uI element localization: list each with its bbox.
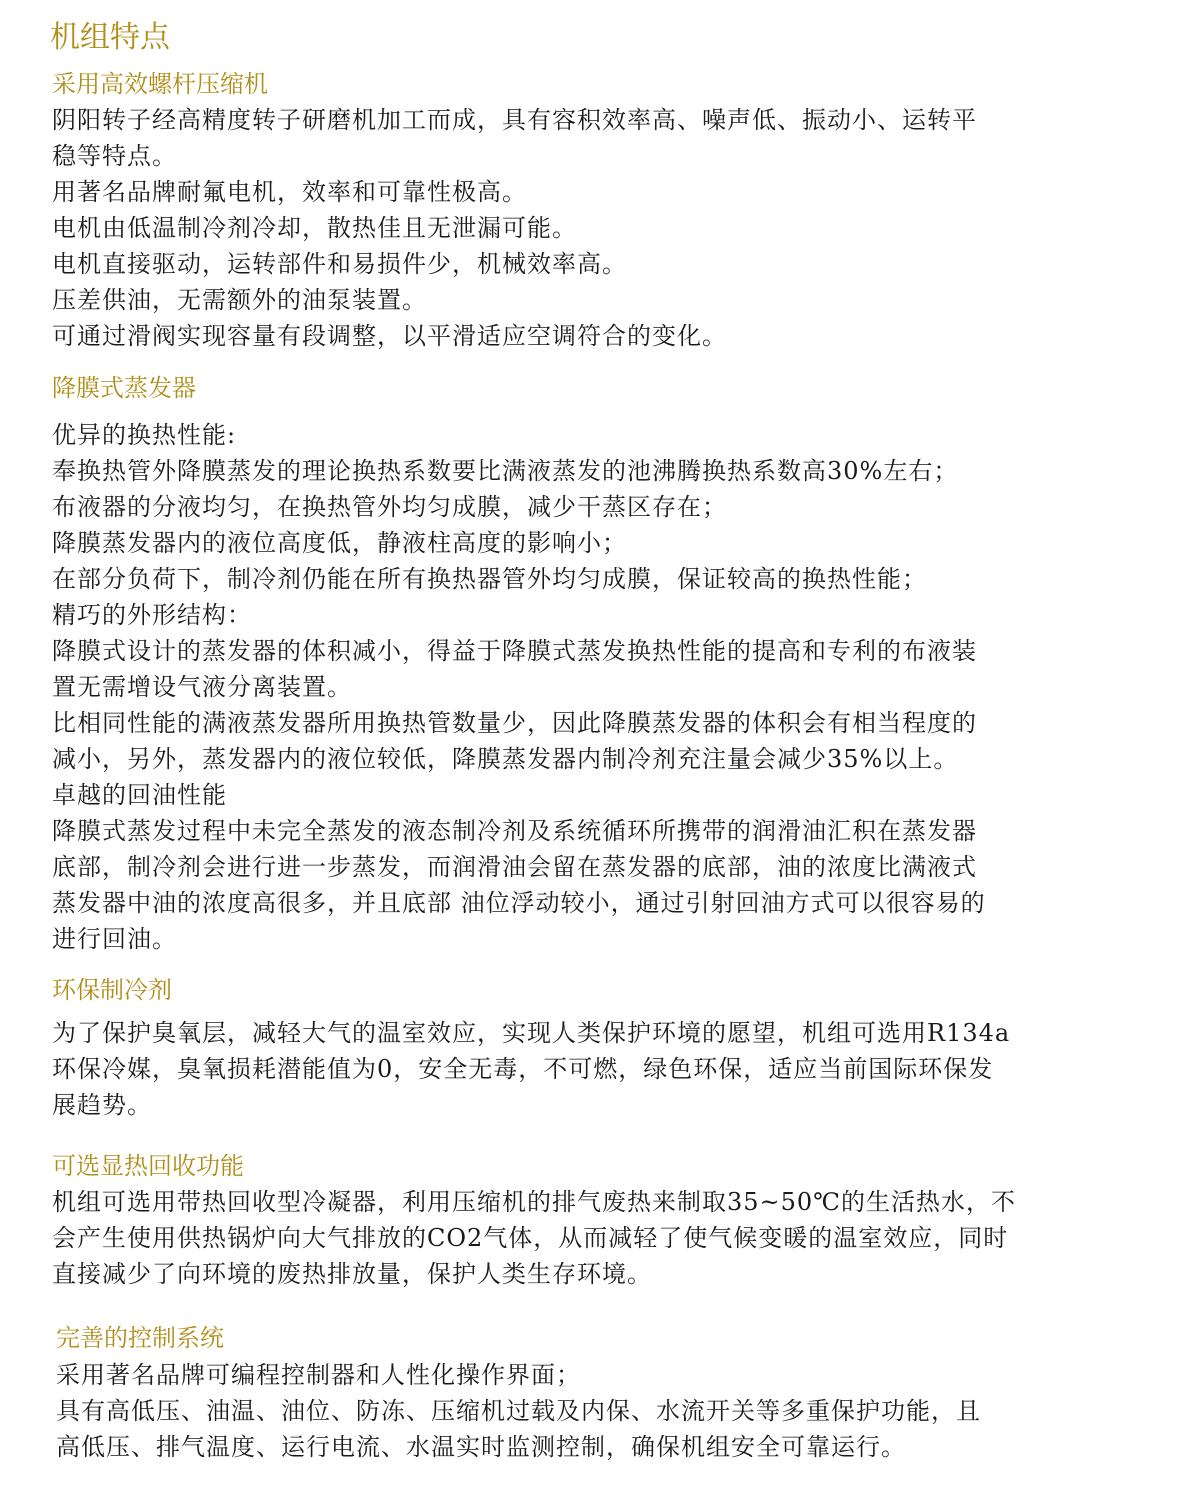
text-line: 展趋势。 [52, 1091, 152, 1119]
section-body-refrigerant [52, 1015, 1010, 1123]
text-line: 直接减少了向环境的废热排放量，保护人类生存环境。 [52, 1260, 652, 1288]
text-line: 优异的换热性能: [52, 421, 237, 449]
section-heading-heat-recovery: 可选显热回收功能 [52, 1152, 244, 1180]
text-line: 电机直接驱动，运转部件和易损件少，机械效率高。 [52, 250, 627, 278]
text-line: 阴阳转子经高精度转子研磨机加工而成，具有容积效率高、噪声低、振动小、运转平 [52, 106, 977, 134]
text-line: 高低压、排气温度、运行电流、水温实时监测控制，确保机组安全可靠运行。 [56, 1433, 906, 1461]
text-line: 置无需增设气液分离装置。 [52, 673, 352, 701]
text-line: 压差供油，无需额外的油泵装置。 [52, 286, 427, 314]
text-line: 为了保护臭氧层，减轻大气的温室效应，实现人类保护环境的愿望，机组可选用R134a [52, 1019, 1011, 1047]
text-line: 布液器的分液均匀，在换热管外均匀成膜，减少干蒸区存在； [52, 493, 727, 521]
section-heading-refrigerant: 环保制冷剂 [52, 976, 172, 1004]
text-line: 具有高低压、油温、油位、防冻、压缩机过载及内保、水流开关等多重保护功能，且 [56, 1397, 981, 1425]
section-heading-control: 完善的控制系统 [56, 1324, 224, 1352]
text-line: 蒸发器中油的浓度高很多，并且底部 油位浮动较小，通过引射回油方式可以很容易的 [52, 889, 986, 917]
text-line: 可通过滑阀实现容量有段调整，以平滑适应空调符合的变化。 [52, 322, 727, 350]
section-body-evaporator [52, 417, 986, 957]
text-line: 进行回油。 [52, 925, 177, 953]
text-line: 降膜式蒸发过程中未完全蒸发的液态制冷剂及系统循环所携带的润滑油汇积在蒸发器 [52, 817, 977, 845]
section-body-compressor [52, 102, 977, 354]
text-line: 精巧的外形结构： [52, 601, 252, 629]
text-line: 稳等特点。 [52, 142, 177, 170]
section-heading-compressor: 采用高效螺杆压缩机 [52, 70, 268, 98]
text-line: 采用著名品牌可编程控制器和人性化操作界面； [56, 1361, 581, 1389]
text-line: 机组可选用带热回收型冷凝器，利用压缩机的排气废热来制取35~50℃的生活热水，不 [52, 1188, 1017, 1216]
text-line: 比相同性能的满液蒸发器所用换热管数量少，因此降膜蒸发器的体积会有相当程度的 [52, 709, 977, 737]
text-line: 奉换热管外降膜蒸发的理论换热系数要比满液蒸发的池沸腾换热系数高30%左右； [52, 457, 959, 485]
section-heading-evaporator: 降膜式蒸发器 [52, 374, 196, 402]
section-body-control [56, 1357, 981, 1465]
text-line: 底部，制冷剂会进行进一步蒸发，而润滑油会留在蒸发器的底部，油的浓度比满液式 [52, 853, 977, 881]
page-title: 机组特点 [50, 20, 170, 55]
text-line: 卓越的回油性能 [52, 781, 227, 809]
section-body-heat-recovery [52, 1184, 1016, 1292]
text-line: 环保冷媒，臭氧损耗潜能值为0，安全无毒，不可燃，绿色环保，适应当前国际环保发 [52, 1055, 994, 1083]
text-line: 用著名品牌耐氟电机，效率和可靠性极高。 [52, 178, 527, 206]
text-line: 会产生使用供热锅炉向大气排放的CO2气体，从而减轻了使气候变暖的温室效应，同时 [52, 1224, 1009, 1252]
text-line: 降膜蒸发器内的液位高度低，静液柱高度的影响小； [52, 529, 627, 557]
text-line: 电机由低温制冷剂冷却，散热佳且无泄漏可能。 [52, 214, 577, 242]
text-line: 在部分负荷下，制冷剂仍能在所有换热器管外均匀成膜，保证较高的换热性能； [52, 565, 927, 593]
text-line: 减小，另外，蒸发器内的液位较低，降膜蒸发器内制冷剂充注量会减少35%以上。 [52, 745, 959, 773]
text-line: 降膜式设计的蒸发器的体积减小，得益于降膜式蒸发换热性能的提高和专利的布液装 [52, 637, 977, 665]
